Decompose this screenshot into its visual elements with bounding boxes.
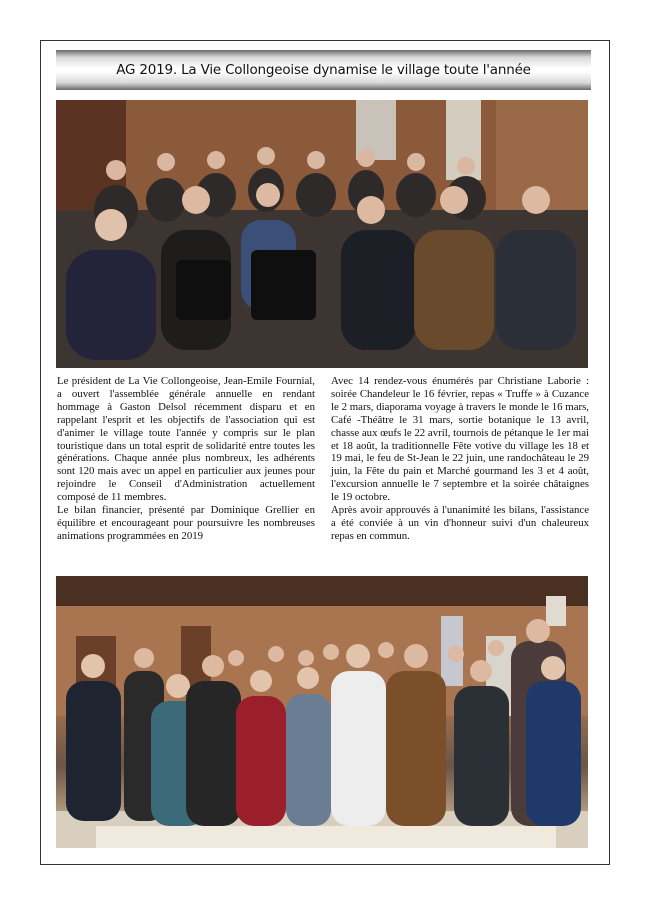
paragraph-president: Le président de La Vie Collongeoise, Jean-Emile Fournial, a ouvert l'assemblée générale annuelle en rendant hommage à Gaston Delsol récemment disparu et en rappelant l'esprit et les objectifs de l'association qui est d'animer le village toute l'année y compris sur le plan touristique dans un total esprit de solidarité entre toutes les générations. Chaque année plus nombreux, les adhérents sont 120 mais avec un appel en particulier aux jeunes pour rejoindre le Conseil d'Administration actuellement composé de 11 membres. [57,375,315,504]
title-banner [56,50,591,90]
article-column-right [331,375,589,543]
photo-audience [56,100,588,368]
paragraph-rendez-vous: Avec 14 rendez-vous énumérés par Christiane Laborie : soirée Chandeleur le 16 février, repas « Truffe » à Cuzance le 2 mars, diaporama voyage à travers le monde le 16 mars, Café -Théâtre le 31 mars, sortie botanique le 13 avril, chasse aux œufs le 22 avril, tournois de pétanque le 1er mai et 18 août, la traditionnelle Fête votive du village les 18 et 19 mai, le feu de St-Jean le 22 juin, une randochâteau le 29 juin, la Fête du pain et Marché gourmand les 3 et 4 août, l'excursion annuelle le 7 septembre et la soirée châtaignes le 19 octobre. [331,375,589,504]
photo-audience-illustration [56,100,588,368]
photo-group-illustration [56,576,588,848]
photo-group [56,576,588,848]
article-column-left [57,375,315,543]
paragraph-bilan: Le bilan financier, présenté par Dominique Grellier en équilibre et encourageant pour poursuivre les nombreuses animations programmées en 2019 [57,504,315,542]
paragraph-conclusion: Après avoir approuvés à l'unanimité les bilans, l'assistance a été conviée à un vin d'honneur suivi d'un chaleureux repas en commun. [331,504,589,542]
article-title: AG 2019. La Vie Collongeoise dynamise le village toute l'année [116,62,531,78]
